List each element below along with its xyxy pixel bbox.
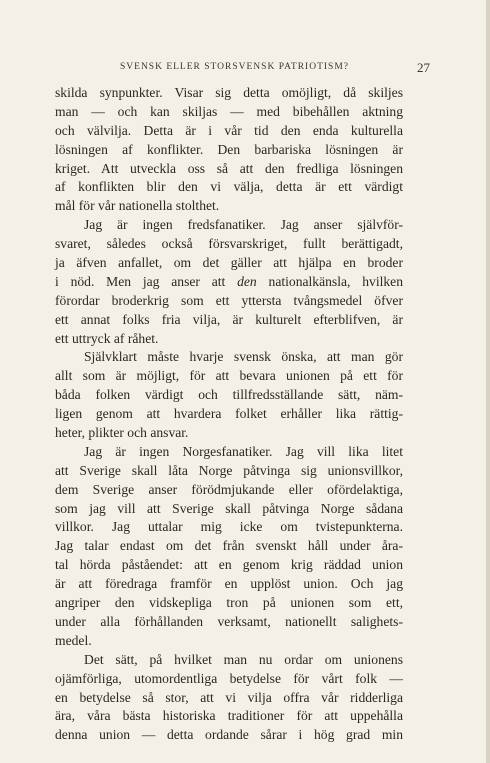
text-line: villkor. Jag uttalar mig icke om tvistepunkterna. (55, 519, 403, 535)
text-line: ära, våra bästa historiska traditioner för att uppehålla (55, 708, 403, 724)
text-line: förordar broderkrig som ett yttersta tvångsmedel öfver (55, 292, 403, 308)
text-line: ja äfven anfallet, om det gäller att hjälpa en broder (55, 255, 403, 271)
text-line: lösningen af konflikter. Den barbariska lösningen är (55, 141, 403, 157)
text-line-with-emphasis (55, 273, 403, 292)
emphasized-word: den (237, 273, 257, 289)
text-segment: nationalkänsla, hvilken (256, 273, 403, 289)
text-line: att Sverige skall låta Norge påtvinga sig unionsvillkor, (55, 462, 403, 478)
text-line: skilda synpunkter. Visar sig detta omöjligt, då skiljes (55, 85, 403, 100)
running-head (60, 60, 430, 78)
text-line: under alla förhållanden verksamt, nationellt salighets- (55, 613, 403, 629)
text-line: tal hörda påståendet: att en genom krig räddad union (55, 557, 403, 573)
text-line: är att föredraga framför en upplöst union. Och jag (55, 576, 403, 592)
text-line: denna union — detta ordande sårar i hög grad min (55, 727, 403, 743)
text-line: Jag är ingen fredsfanatiker. Jag anser självför- (84, 217, 403, 233)
text-line: svaret, således också försvarskriget, fullt berättigadt, (55, 236, 403, 252)
text-line: ojämförliga, utomordentliga betydelse för vårt folk — (55, 670, 403, 686)
text-line: mål för vår nationella stolthet. (55, 198, 220, 214)
text-segment: i nöd. Men jag anser att (55, 273, 238, 289)
text-line: en betydelse så stor, att vi vilja offra vår ridderliga (55, 689, 403, 705)
text-line: af konflikten blir den vi välja, detta är ett värdigt (55, 179, 403, 195)
text-line: och välvilja. Detta är i vår tid den enda kulturella (55, 122, 403, 138)
text-line: ligen genom att hvardera folket erhåller lika rättig- (55, 406, 403, 422)
body-text (55, 84, 403, 745)
text-line: Självklart måste hvarje svensk önska, att man gör (84, 349, 403, 365)
text-line: heter, plikter och ansvar. (55, 425, 189, 441)
running-head-title: SVENSK ELLER STORSVENSK PATRIOTISM? (120, 62, 349, 72)
text-line: man — och kan skiljas — med bibehållen aktning (55, 103, 403, 119)
text-line: Jag talar endast om det från svenskt håll under åra- (55, 538, 403, 554)
text-line: dem Sverige anser förödmjukande eller ofördelaktiga, (55, 481, 403, 497)
text-line: kriget. Att utveckla oss så att den fredliga lösningen (55, 160, 403, 176)
page-number: 27 (417, 60, 430, 75)
text-line: angriper den vidskepliga tron på unionen som ett, (55, 595, 403, 611)
text-line: båda folken värdigt och tillfredsställande sätt, näm- (55, 387, 403, 403)
text-line: Det sätt, på hvilket man nu ordar om unionens (84, 651, 403, 667)
text-line: som jag vill att Sverige skall påtvinga Norge sådana (55, 500, 403, 516)
text-line: ett uttryck af råhet. (55, 330, 159, 346)
text-line: ett annat folks fria vilja, är kulturelt efterblifven, är (55, 311, 403, 327)
text-line: Jag är ingen Norgesfanatiker. Jag vill lika litet (84, 443, 403, 459)
text-line: allt som är möjligt, för att bevara unionen på ett för (55, 368, 403, 384)
page-edge (486, 0, 490, 763)
text-line: medel. (55, 632, 92, 648)
